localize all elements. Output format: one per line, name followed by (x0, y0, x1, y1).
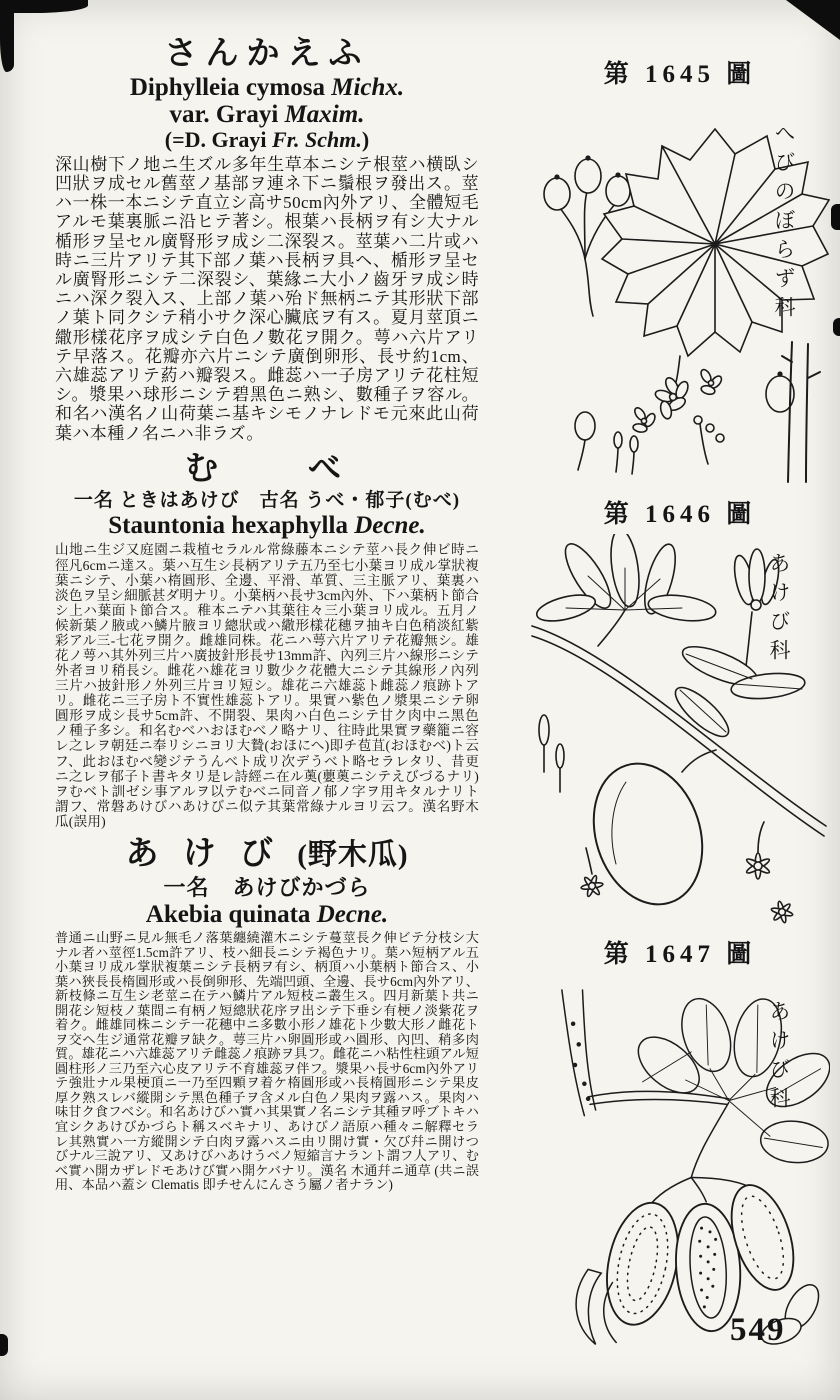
page-number: 549 (730, 1312, 786, 1348)
figure-1647 (530, 934, 830, 1366)
plant-title-sankaefu: さんかえふ (164, 36, 370, 72)
section-akebi (55, 836, 479, 1193)
plant-title-akebi-text: あ け び (125, 835, 281, 872)
latin-author: Michx. (331, 73, 405, 101)
latin-author: Maxim. (284, 100, 365, 128)
figure-1647-caption: 第 1647 圖 (603, 941, 757, 968)
family-label-hebinoborazu: へびのぼらず科 (772, 122, 796, 325)
latin-variety: var. Grayi (169, 100, 285, 128)
scan-artifact (786, 0, 840, 40)
scan-artifact (833, 318, 840, 336)
plant-title-akebi (55, 836, 479, 874)
latin-name-line-1 (55, 74, 479, 101)
latin-binomial: Stauntonia hexaphylla (108, 512, 355, 540)
alias-line-mube: 一名 ときはあけび 古名 うべ・郁子(むべ) (73, 489, 461, 511)
latin-name-line-2 (55, 101, 479, 128)
section-mube (55, 451, 479, 829)
scan-artifact (831, 204, 840, 230)
latin-synonym-close: ) (361, 126, 370, 152)
latin-binomial: Akebia quinata (145, 901, 317, 929)
figure-1646-caption: 第 1646 圖 (603, 501, 757, 528)
latin-name-line (55, 901, 479, 928)
family-label-akebi-1: あけび科 (767, 552, 791, 668)
scan-artifact (0, 0, 14, 72)
latin-synonym: (=D. Grayi (164, 126, 273, 152)
family-label-akebi-2: あけび科 (767, 1000, 791, 1116)
description-text-akebi: 普通ニ山野ニ見ル無毛ノ落葉纏繞灌木ニシテ蔓莖長ク伸ビテ分枝シ大ナル者ハ莖徑1.5cm許アリ、枝ハ細長ニシテ褐色ナリ。葉ハ短柄アル五小葉ヨリ成ル掌狀複葉ニシテ長柄ヲ有シ、柄頂ハ小葉柄ト節合ス、小葉ハ狹長長楕圓形或ハ長倒卵形、先端凹頭、全邊、長サ6cm內外アリ、新枝條ニ互生シ老莖ニ在テハ鱗片アル短枝ニ叢生ス。四月新葉ト共ニ開花シ短枝ノ葉間ニ有柄ノ短總狀花序ヲ出シテ下垂シ有梗ノ淡紫花ヲ着ク。雌雄同株ニシテ一花穗中ニ多數小形ノ雄花ト少數大形ノ雌花トヲ交ヘ生ジ通常花瓣ヲ缺ク。萼三片ハ卵圓形或ハ圓形、內凹、稍多肉質。雄花ニハ六雄蕊アリテ雌蕊ノ痕跡ヲ具フ。雌花ニハ粘性柱頭アル短圓柱形ノ三乃至六心皮アリテ不育雄蕊ヲ伴フ。漿果ハ長サ6cm內外アリテ強壯ナル果梗頂ニ一乃至四顆ヲ着ケ楕圓形或ハ長楕圓形ニシテ果皮厚ク熟スレバ縱開シテ黑色種子ヲ含メル白色ノ果肉ヲ露ハス。果肉ハ味甘ク食フベシ。和名あけびハ實ハ其果實ノ名ニシテ其種ヲ呼ブトキハ宜シクあけびかづらト稱スベキナリ、あけびノ語原ハ種々ニ解釋セラレ其熟實ハ一方縱開シテ白肉ヲ露ハスニ由リ開け實・欠び幷ニ開けつびナル三說アリ、又あけびハあけうベノ短縮言ナラント謂フ人アリ、むべ實ハ開カザレドモあけび實ハ開ケバナリ。漢名 木通幷ニ通草 (共ニ誤用、本品ハ蓋シ Clematis 即チせんにんさう屬ノ者ナラン) (55, 930, 479, 1193)
latin-author: Fr. Schm. (272, 126, 362, 152)
text-column (55, 36, 479, 1193)
latin-author: Decne. (354, 512, 426, 540)
scan-artifact (0, 1334, 8, 1356)
alias-line-akebi: 一名 あけびかづら (163, 874, 371, 900)
description-text-sankaefu: 深山樹下ノ地ニ生ズル多年生草本ニシテ根莖ハ横臥シ凹狀ヲ成セル舊莖ノ基部ヲ連ネ下ニ鬚根ヲ發出ス。莖ハ一株一本ニシテ直立シ高サ50cm內外アリ、全體短毛アルモ葉裏脈ニ沿ヒテ著シ。根葉ハ長柄ヲ有シ大ナル楯形ヲ呈セル廣腎形ヲ成シ二深裂ス。莖葉ハ二片或ハ時ニ三片アリテ其下部ノ葉ハ長柄ヲ具ヘ、楯形ヲ呈セル廣腎形ニシテ二深裂シ、葉緣ニ大小ノ齒牙ヲ成シ時ニハ深ク裂入ス、上部ノ葉ハ殆ド無柄ニテ其形狀下部ノ葉ト同クシテ稍小サク深心臟底ヲ有ス。夏月莖頂ニ繖形樣花序ヲ成シテ白色ノ數花ヲ開ク。萼ハ六片アリテ早落ス。花瓣亦六片ニシテ廣倒卵形、長サ約1cm、六雄蕊アリテ葯ハ瓣裂ス。雌蕊ハ一子房アリテ花柱短シ。漿果ハ球形ニシテ碧黑色ニ熟シ、數種子ヲ容ル。和名ハ漢名ノ山荷葉ニ基キシモノナレドモ元來此山荷葉ハ本種ノ名ニハ非ラズ。 (55, 154, 479, 443)
latin-author: Decne. (316, 901, 389, 929)
section-sankaefu (55, 36, 479, 443)
latin-name-line (55, 512, 479, 539)
figure-1645-caption: 第 1645 圖 (603, 61, 757, 88)
plant-title-akebi-note: (野木瓜) (297, 838, 409, 871)
description-text-mube: 山地ニ生ジ又庭園ニ栽植セラルル常綠藤本ニシテ莖ハ長ク伸ビ時ニ徑凡6cmニ達ス。葉ハ互生シ長柄アリテ五乃至七小葉ヨリ成ル掌狀複葉ニシテ、小葉ハ楕圓形、全邊、平滑、革質、三主脈アリ、葉裏ハ淡色ヲ呈シ細脈甚ダ明ナリ。小葉柄ハ長サ3cm內外、下ハ葉柄ト節合シ上ハ葉面ト節合ス。稚本ニテハ其葉往々三小葉ヨリ成ル。五月ノ候新葉ノ腋或ハ鱗片腋ヨリ總狀或ハ繖形樣花穗ヲ抽キ白色稍淡紅紫彩アル三-七花ヲ開ク。雌雄同株。花ニハ萼六片アリテ花瓣無シ。雄花ノ萼ハ其外列三片ハ廣披針形長サ13mm許、內列三片ハ線形ニシテ外者ヨリ稍長シ。雌花ハ雄花ヨリ數少ク花體大ニシテ其線形ノ內列三片ハ披針形ノ外列三片ヨリ短シ。雄花ニ六雄蕊ト雌蕊ノ痕跡トアリ。雌花ニ三子房ト不實性雄蕊トアリ。果實ハ紫色ノ漿果ニシテ卵圓形ヲ成シ長サ5cm許、不開裂、果肉ハ白色ニシテ甘ク肉中ニ黑色ノ種子多シ。和名むべハおほむべノ略ナリ、往時此果實ヲ藥籠ニ容レ之レヲ朝廷ニ奉リシニヨリ大贄(おほにへ)即チ苞苴(おほむべ)ト云フ、此おほむべ變ジテうんべト成リ次デうべト略セラレタリ、昔更ニ之レヲ郁子ト書キタリ是レ詩經ニ在ル薁(蘡薁ニシテえびづるナリ)ヲむベト訓ゼシ事アルヲ以テむべニ同音ノ郁ノ字ヲ用キタルナリト謂フ、常磐あけびハあけびニ似テ其葉常綠ナルヨリ云フ。漢名野木瓜(誤用) (55, 542, 479, 829)
latin-binomial: Diphylleia cymosa (129, 73, 332, 101)
latin-synonym-line (55, 128, 479, 152)
plant-title-mube: む べ (185, 450, 349, 487)
